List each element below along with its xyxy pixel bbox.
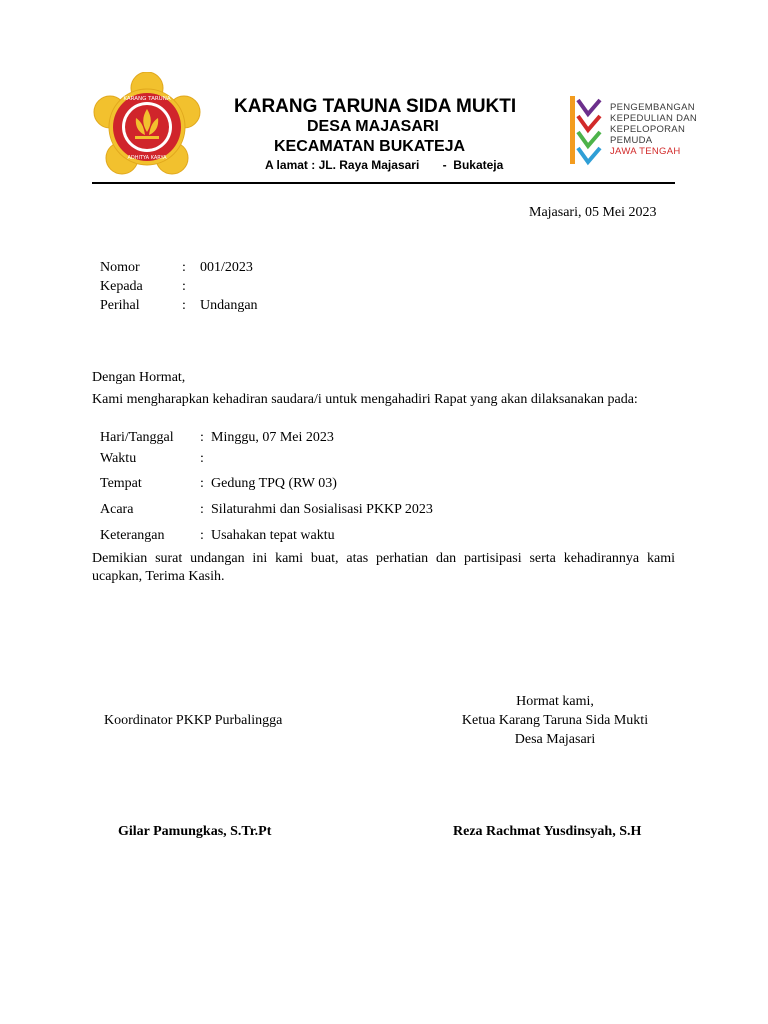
brand-line-4: PEMUDA [610,135,653,146]
brand-mark-icon [568,94,608,166]
meta-sep: : [182,298,186,313]
right-signer-subtitle: Desa Majasari [514,732,596,747]
left-signer-name: Gilar Pamungkas, S.Tr.Pt [118,824,272,839]
detail-sep: : [200,476,204,491]
detail-sep: : [200,502,204,517]
meta-value-perihal: Undangan [200,298,258,313]
detail-label-date: Hari/Tanggal [100,430,174,445]
detail-sep: : [200,528,204,543]
detail-label-time: Waktu [100,451,137,466]
address-line: A lamat : JL. Raya Majasari - Bukateja [265,158,504,172]
place-date: Majasari, 05 Mei 2023 [529,205,657,220]
meta-sep: : [182,279,186,294]
detail-label-event: Acara [100,502,134,517]
intro-paragraph: Kami mengharapkan kehadiran saudara/i untuk mengahadiri Rapat yang akan dilaksanakan pada: [92,392,638,407]
detail-value-event: Silaturahmi dan Sosialisasi PKKP 2023 [211,502,433,517]
right-signer-title: Ketua Karang Taruna Sida Mukti [461,713,649,728]
detail-value-place: Gedung TPQ (RW 03) [211,476,337,491]
salutation: Dengan Hormat, [92,370,186,385]
meta-label-nomor: Nomor [100,260,140,275]
detail-label-place: Tempat [100,476,142,491]
detail-value-note: Usahakan tepat waktu [211,528,335,543]
organization-name: KARANG TARUNA SIDA MUKTI [234,96,517,117]
village-name: DESA MAJASARI [307,118,439,135]
detail-sep: : [200,430,204,445]
header-divider [92,182,675,184]
meta-label-kepada: Kepada [100,279,143,294]
karang-taruna-seal-logo [92,72,202,182]
brand-line-5: JAWA TENGAH [610,146,681,157]
brand-line-1: PENGEMBANGAN [610,102,695,113]
brand-line-2: KEPEDULIAN DAN [610,113,698,124]
right-signer-name: Reza Rachmat Yusdinsyah, S.H [453,824,642,839]
meta-sep: : [182,260,186,275]
district-name: KECAMATAN BUKATEJA [274,138,466,155]
seal-text-bottom: ADHITYA KARYA [127,155,167,161]
detail-label-note: Keterangan [100,528,165,543]
seal-text-top: KARANG TARUNA [123,96,171,102]
meta-label-perihal: Perihal [100,298,140,313]
left-signer-title: Koordinator PKKP Purbalingga [104,713,283,728]
brand-line-3: KEPELOPORAN [610,124,686,135]
closing-paragraph: Demikian surat undangan ini kami buat, atas perhatian dan partisipasi serta kehadirannya kami ucapkan, Terima Kasih. [92,551,675,584]
jawa-tengah-youth-logo [568,94,718,166]
meta-value-nomor: 001/2023 [200,260,253,275]
right-greeting: Hormat kami, [516,694,594,709]
detail-value-date: Minggu, 07 Mei 2023 [211,430,334,445]
detail-sep: : [200,451,204,466]
